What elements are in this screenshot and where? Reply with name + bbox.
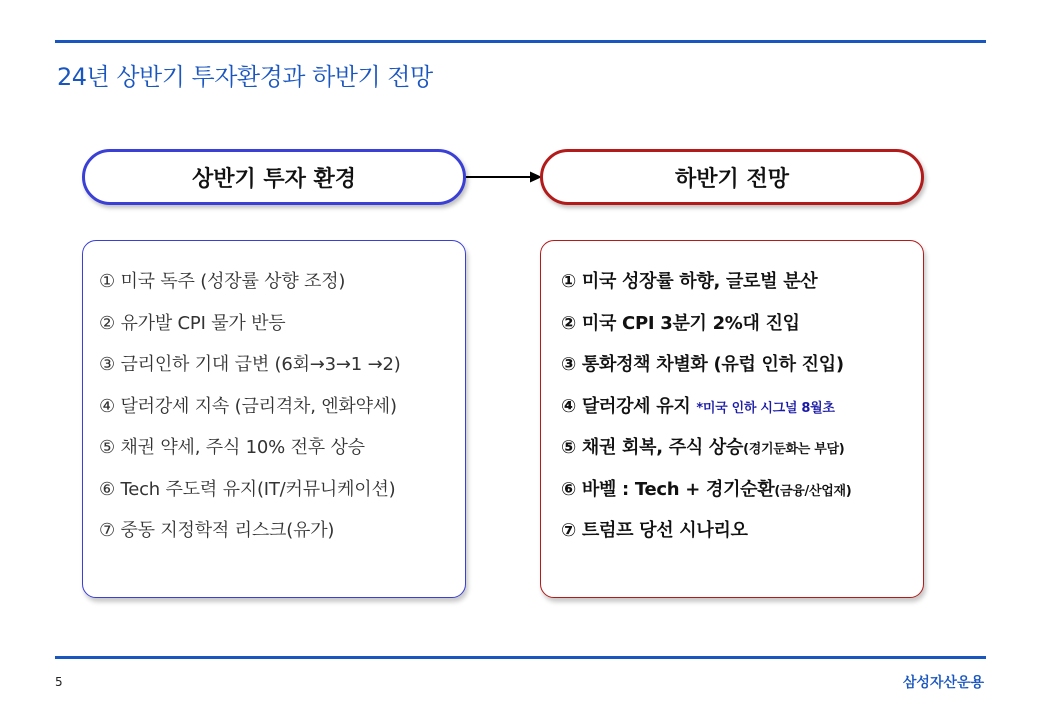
list-item: ⑦ 중동 지정학적 리스크(유가) [99,520,335,541]
list-item [561,350,923,392]
right-header-pill [540,149,924,205]
left-header-label: 상반기 투자 환경 [191,166,357,192]
left-header-pill [82,149,466,205]
list-item: ③ 금리인하 기대 급변 (6회→3→1 →2) [99,354,401,375]
list-item-text: ⑦ 트럼프 당선 시나리오 [561,520,748,541]
list-item: ① 미국 독주 (성장률 상향 조정) [99,271,346,292]
list-item [561,516,923,558]
list-item [561,267,923,309]
list-item-text: ⑤ 채권 회복, 주식 상승 [561,437,744,458]
bottom-rule [55,656,986,659]
right-arrow-icon [466,167,542,187]
list-item [561,309,923,351]
page-number: 5 [55,675,63,689]
list-item-text: ⑥ 바벨 : Tech + 경기순환 [561,478,775,500]
list-item: ② 유가발 CPI 물가 반등 [99,312,286,334]
top-rule [55,40,986,43]
list-item-text: ② 미국 CPI 3분기 2%대 진입 [561,312,800,334]
list-item-remark: (금융/산업재) [774,483,852,499]
second-half-list [540,240,924,598]
list-item-note: *미국 인하 시그널 8월초 [696,400,835,416]
list-item: ④ 달러강세 지속 (금리격차, 엔화약세) [99,395,397,417]
list-item-text: ④ 달러강세 유지 [561,395,691,417]
page-title: 24년 상반기 투자환경과 하반기 전망 [57,63,433,91]
list-item: ⑤ 채권 약세, 주식 10% 전후 상승 [99,437,365,458]
list-item [561,433,923,475]
list-item [561,475,923,517]
company-logo: 삼성자산운용 [902,675,984,691]
list-item-text: ③ 통화정책 차별화 (유럽 인하 진입) [561,354,844,375]
list-item-text: ① 미국 성장률 하향, 글로벌 분산 [561,271,818,292]
list-item: ⑥ Tech 주도력 유지(IT/커뮤니케이션) [99,478,396,500]
first-half-list [82,240,466,598]
list-item-remark: (경기둔화는 부담) [743,442,845,457]
right-header-label: 하반기 전망 [675,166,789,192]
list-item [561,392,923,434]
